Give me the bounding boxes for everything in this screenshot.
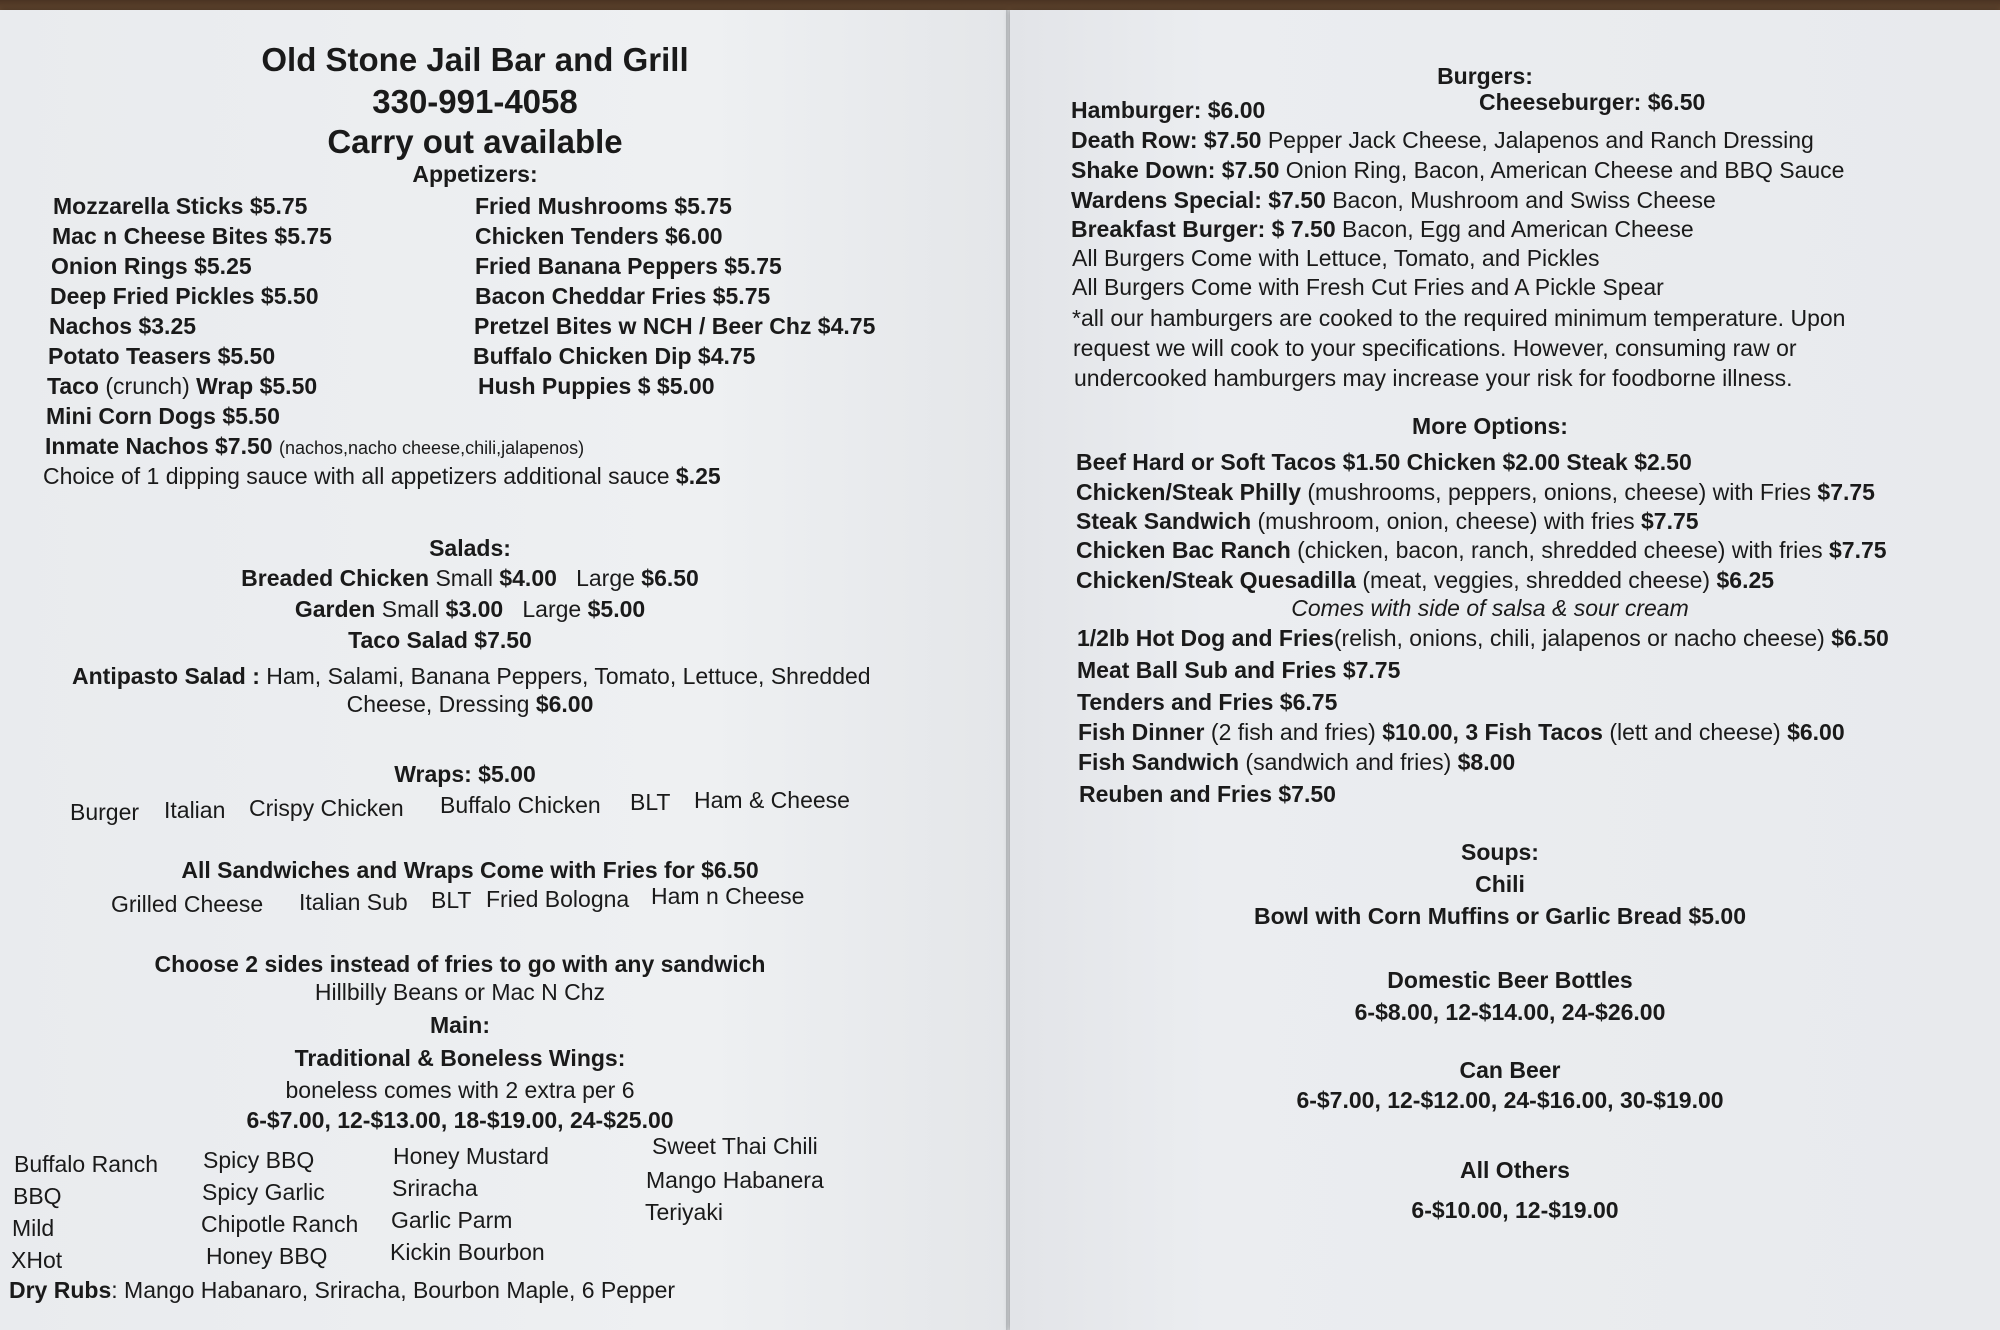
option-description: (sandwich and fries) [1245, 749, 1452, 775]
option-name: 1/2lb Hot Dog and Fries [1077, 625, 1334, 651]
sauce-note-price: $.25 [675, 463, 721, 489]
dry-rubs-list: : Mango Habanaro, Sriracha, Bourbon Maple, 6 Pepper [111, 1277, 676, 1303]
burger-item: Hamburger: $6.00 [1071, 97, 1266, 123]
salad-price: $5.00 [587, 596, 646, 622]
sandwich-item: Fried Bologna [486, 886, 630, 912]
salad-description: Ham, Salami, Banana Peppers, Tomato, Lettuce, Shredded [266, 663, 871, 689]
option-meatball-sub: Meat Ball Sub and Fries $7.75 [1077, 657, 1401, 683]
option-description: (meat, veggies, shredded cheese) [1362, 567, 1711, 593]
wrap-item: Italian [164, 797, 226, 823]
appetizers-heading: Appetizers: [412, 161, 538, 187]
wrap-item: BLT [630, 789, 671, 815]
salad-size: Small [435, 565, 493, 591]
wing-flavor: XHot [11, 1247, 63, 1273]
domestic-beer-heading: Domestic Beer Bottles [1387, 967, 1633, 993]
appetizer-item: Mac n Cheese Bites $5.75 [52, 223, 332, 249]
wing-flavor: Sweet Thai Chili [652, 1133, 818, 1159]
option-description: (lett and cheese) [1609, 719, 1781, 745]
appetizer-item: Bacon Cheddar Fries $5.75 [475, 283, 771, 309]
burger-disclaimer: request we will cook to your specifications. However, consuming raw or [1073, 335, 1797, 361]
burger-item: Cheeseburger: $6.50 [1479, 89, 1706, 115]
option-name: Chicken/Steak Philly [1076, 479, 1301, 505]
appetizer-item: Hush Puppies $ $5.00 [478, 373, 715, 399]
wing-flavor: Chipotle Ranch [201, 1211, 359, 1237]
restaurant-title: Old Stone Jail Bar and Grill [261, 41, 689, 78]
burger-name: Breakfast Burger: $ 7.50 [1071, 216, 1336, 242]
option-steak-sandwich [1076, 507, 1699, 535]
option-price: $7.75 [1817, 479, 1875, 505]
option-price: $10.00, 3 Fish Tacos [1382, 719, 1603, 745]
wings-prices: 6-$7.00, 12-$13.00, 18-$19.00, 24-$25.00 [246, 1107, 674, 1133]
wraps-heading: Wraps: $5.00 [394, 761, 536, 787]
salad-antipasto [72, 662, 871, 690]
menu-page-left [0, 10, 1008, 1330]
burger-note: All Burgers Come with Fresh Cut Fries and A Pickle Spear [1072, 274, 1664, 300]
salad-description: Cheese, Dressing [346, 691, 530, 717]
salad-name: Breaded Chicken [241, 565, 430, 591]
appetizer-item-taco-wrap [47, 372, 317, 400]
option-price: $7.75 [1641, 508, 1699, 534]
salad-price: $6.00 [535, 691, 594, 717]
option-price: $6.00 [1787, 719, 1845, 745]
wing-flavor: Honey BBQ [206, 1243, 328, 1269]
salads-heading: Salads: [429, 535, 511, 561]
salad-size: Large [576, 565, 635, 591]
dry-rubs-line [9, 1276, 675, 1304]
option-hot-dog [1077, 624, 1889, 652]
sauce-note-text: Choice of 1 dipping sauce with all appetizers additional sauce [43, 463, 670, 489]
option-quesadilla [1076, 566, 1774, 594]
burger-disclaimer: *all our hamburgers are cooked to the required minimum temperature. Upon [1072, 305, 1846, 331]
salad-price: $6.50 [641, 565, 699, 591]
wing-flavor: Sriracha [392, 1175, 478, 1201]
option-tenders: Tenders and Fries $6.75 [1077, 689, 1338, 715]
burger-name: Wardens Special: $7.50 [1071, 187, 1326, 213]
appetizer-item: Mozzarella Sticks $5.75 [53, 193, 308, 219]
salad-name: Garden [294, 596, 376, 622]
appetizer-item: Fried Mushrooms $5.75 [475, 193, 732, 219]
sandwich-item: Italian Sub [299, 889, 408, 915]
option-description: (chicken, bacon, ranch, shredded cheese) with fries [1297, 537, 1823, 563]
phone-number: 330-991-4058 [372, 83, 578, 120]
option-price: $7.75 [1828, 537, 1887, 563]
option-name: Chicken Bac Ranch [1076, 537, 1291, 563]
option-name: Fish Sandwich [1078, 749, 1240, 775]
burger-description: Bacon, Egg and American Cheese [1342, 216, 1694, 242]
salad-price: $4.00 [499, 565, 557, 591]
wing-flavor: BBQ [13, 1183, 62, 1209]
appetizer-item: Fried Banana Peppers $5.75 [475, 253, 782, 279]
burger-description: Bacon, Mushroom and Swiss Cheese [1332, 187, 1716, 213]
wing-flavor: Teriyaki [645, 1199, 723, 1225]
option-chicken-bac-ranch [1076, 536, 1887, 564]
salad-name: Antipasto Salad : [72, 663, 260, 689]
appetizer-item: Potato Teasers $5.50 [48, 343, 276, 369]
appetizer-item: Mini Corn Dogs $5.50 [46, 403, 280, 429]
sandwiches-heading: All Sandwiches and Wraps Come with Fries for $6.50 [181, 857, 759, 883]
burger-note: All Burgers Come with Lettuce, Tomato, and Pickles [1072, 245, 1600, 271]
sandwich-item: Ham n Cheese [651, 883, 805, 909]
option-price: $6.50 [1831, 625, 1889, 651]
burger-item [1071, 186, 1716, 214]
sides-heading: Choose 2 sides instead of fries to go with any sandwich [154, 951, 766, 977]
appetizer-price: Wrap $5.50 [196, 373, 318, 399]
appetizer-item: Deep Fried Pickles $5.50 [50, 283, 319, 309]
wing-flavor: Buffalo Ranch [14, 1151, 159, 1177]
burger-description: Onion Ring, Bacon, American Cheese and BBQ Sauce [1285, 157, 1845, 183]
carryout-notice: Carry out available [327, 123, 623, 160]
option-name: Chicken/Steak Quesadilla [1076, 567, 1356, 593]
wings-note: boneless comes with 2 extra per 6 [285, 1077, 635, 1103]
option-philly [1076, 478, 1875, 506]
soup-bowl: Bowl with Corn Muffins or Garlic Bread $5.00 [1253, 903, 1747, 929]
dry-rubs-label: Dry Rubs [9, 1277, 112, 1303]
wing-flavor: Garlic Parm [391, 1207, 513, 1233]
option-reuben: Reuben and Fries $7.50 [1079, 781, 1336, 807]
wrap-item: Burger [70, 799, 140, 825]
appetizer-note: (nachos,nacho cheese,chili,jalapenos) [278, 438, 585, 458]
all-others-prices: 6-$10.00, 12-$19.00 [1411, 1197, 1619, 1223]
salad-taco: Taco Salad $7.50 [348, 627, 532, 653]
burger-item [1071, 126, 1814, 154]
option-name: Steak Sandwich [1076, 508, 1252, 534]
all-others-heading: All Others [1460, 1157, 1570, 1183]
can-beer-heading: Can Beer [1459, 1057, 1561, 1083]
domestic-beer-prices: 6-$8.00, 12-$14.00, 24-$26.00 [1354, 999, 1666, 1025]
dipping-sauce-note [43, 462, 721, 490]
burger-name: Death Row: $7.50 [1071, 127, 1262, 153]
menu-page-right [1010, 10, 2000, 1330]
wing-flavor: Mild [12, 1215, 55, 1241]
appetizer-item: Onion Rings $5.25 [51, 253, 252, 279]
salad-antipasto-cont [0, 690, 940, 718]
sandwich-item: Grilled Cheese [111, 891, 264, 917]
can-beer-prices: 6-$7.00, 12-$12.00, 24-$16.00, 30-$19.00 [1296, 1087, 1724, 1113]
sides-options: Hillbilly Beans or Mac N Chz [314, 979, 606, 1005]
burgers-heading: Burgers: [1437, 63, 1533, 89]
main-heading: Main: [429, 1012, 491, 1038]
option-fish-dinner [1078, 718, 1845, 746]
wing-flavor: Honey Mustard [393, 1143, 549, 1169]
burger-item [1071, 215, 1694, 243]
salad-price: $3.00 [445, 596, 504, 622]
salad-size: Small [381, 596, 440, 622]
appetizer-item-inmate-nachos [45, 432, 584, 462]
option-tacos: Beef Hard or Soft Tacos $1.50 Chicken $2.00 Steak $2.50 [1076, 449, 1692, 475]
option-name: Fish Dinner [1078, 719, 1205, 745]
burger-item [1071, 156, 1844, 184]
wrap-item: Crispy Chicken [249, 795, 404, 821]
burger-disclaimer: undercooked hamburgers may increase your risk for foodborne illness. [1074, 365, 1793, 391]
wing-flavor: Spicy Garlic [202, 1179, 325, 1205]
appetizer-name: Inmate Nachos $7.50 [45, 433, 273, 459]
appetizer-item: Chicken Tenders $6.00 [475, 223, 723, 249]
option-description: (relish, onions, chili, jalapenos or nacho cheese) [1333, 625, 1825, 651]
wings-heading: Traditional & Boneless Wings: [294, 1045, 626, 1071]
salad-breaded-chicken [0, 564, 940, 592]
salad-garden [0, 595, 940, 623]
option-fish-sandwich [1078, 748, 1515, 776]
option-description: (mushroom, onion, cheese) with fries [1257, 508, 1635, 534]
wing-flavor: Kickin Bourbon [390, 1239, 545, 1265]
appetizer-item: Nachos $3.25 [49, 313, 197, 339]
option-price: $6.25 [1716, 567, 1775, 593]
burger-name: Shake Down: $7.50 [1071, 157, 1280, 183]
appetizer-note: (crunch) [105, 373, 190, 399]
wing-flavor: Mango Habanera [646, 1167, 824, 1193]
salad-size: Large [522, 596, 582, 622]
appetizer-item: Buffalo Chicken Dip $4.75 [473, 343, 756, 369]
appetizer-name: Taco [47, 373, 99, 399]
option-price: $8.00 [1457, 749, 1516, 775]
more-options-heading: More Options: [1412, 413, 1568, 439]
burger-description: Pepper Jack Cheese, Jalapenos and Ranch Dressing [1267, 127, 1814, 153]
wing-flavor: Spicy BBQ [203, 1147, 315, 1173]
sandwich-item: BLT [431, 887, 472, 913]
wrap-item: Ham & Cheese [694, 787, 850, 813]
quesadilla-note: Comes with side of salsa & sour cream [1291, 595, 1689, 621]
appetizer-item: Pretzel Bites w NCH / Beer Chz $4.75 [474, 313, 876, 339]
soups-heading: Soups: [1461, 839, 1539, 865]
soup-chili: Chili [1475, 871, 1525, 897]
option-description: (mushrooms, peppers, onions, cheese) with Fries [1307, 479, 1812, 505]
option-description: (2 fish and fries) [1210, 719, 1376, 745]
wrap-item: Buffalo Chicken [440, 792, 601, 818]
